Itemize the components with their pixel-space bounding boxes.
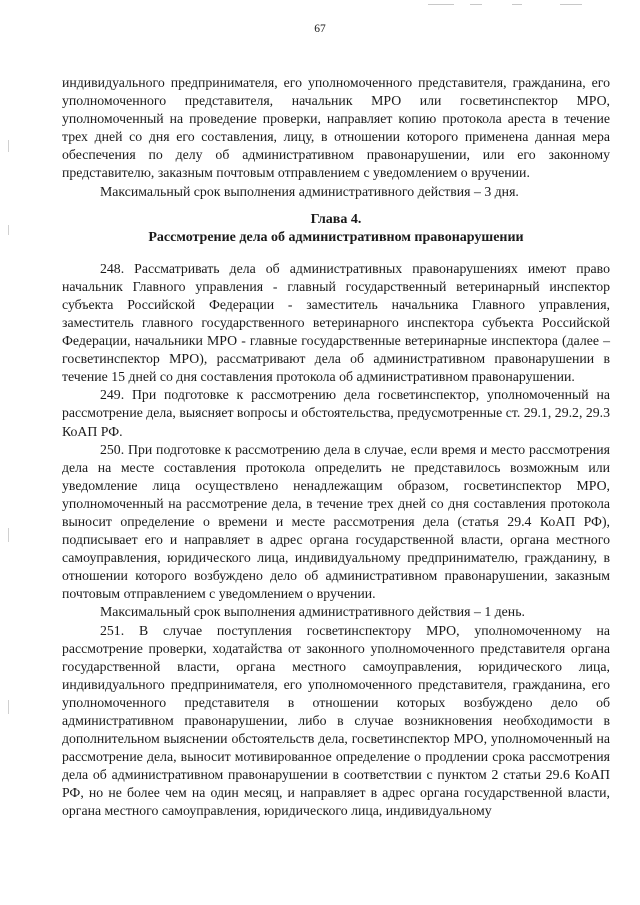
scan-artifact [8, 140, 9, 152]
paragraph-continuation: индивидуального предпринимателя, его уполномоченного представителя, гражданина, его уполномоченного представителя, начальник МРО или госветинспектор МРО, уполномоченный на проведение проверки, направляет копию протокола ареста в течение трех дней со дня его составления, лицу, в отношении которого применена данная мера обеспечения по делу об административном правонарушении, или его законному представителю, заказным почтовым отправлением с уведомлением о вручении. [62, 75, 610, 181]
chapter-title: Рассмотрение дела об административном правонарушении [148, 230, 524, 246]
scan-artifact [560, 4, 582, 5]
scan-artifact [470, 4, 482, 5]
paragraph-251: 251. В случае поступления госветинспектору МРО, уполномоченному на рассмотрение проверки, ходатайства от законного уполномоченного представителя органа государственной власти, органа местного самоуправления, юридического лица, индивидуального предпринимателя, его уполномоченного представителя, гражданина, его уполномоченного представителя в отношении которых возбуждено дело об административном правонарушении, либо в случае возникновения необходимости в дополнительном выяснении обстоятельств дела, госветинспектор МРО, уполномоченный на рассмотрение дела, выносит мотивированное определение о продлении срока рассмотрения дела об административном правонарушении в соответствии с пунктом 2 статьи 29.6 КоАП РФ, но не более чем на один месяц, и направляет в адрес органа государственной власти, органа местного самоуправления, юридического лица, индивидуальному [62, 622, 610, 819]
scan-artifact [428, 4, 454, 5]
scan-artifact [8, 225, 9, 235]
scan-artifact [512, 4, 522, 5]
scan-artifact [8, 700, 9, 714]
paragraph-250: 250. При подготовке к рассмотрению дела в случае, если время и место рассмотрения дела на месте составления протокола определить не представилось возможным или уведомление лица осуществлено ненадлежащим образом, госветинспектор МРО, уполномоченный на рассмотрение дела, в течение трех дней со дня составления протокола выносит определение о времени и месте рассмотрения дела (статья 29.4 КоАП РФ), подписывает его и направляет в адрес органа государственной власти, органа местного самоуправления, юридического лица, индивидуальному предпринимателю, гражданину, в отношении которого возбуждено дело об административном правонарушении, заказным почтовым отправлением с уведомлением о вручении. [62, 441, 610, 602]
paragraph-249: 249. При подготовке к рассмотрению дела госветинспектор, уполномоченный на рассмотрение дела, выясняет вопросы и обстоятельства, предусмотренные ст. 29.1, 29.2, 29.3 КоАП РФ. [62, 387, 610, 439]
deadline-note: Максимальный срок выполнения административного действия – 3 дня. [100, 183, 519, 199]
chapter-number: Глава 4. [310, 211, 362, 227]
deadline-note: Максимальный срок выполнения административного действия – 1 день. [100, 604, 525, 620]
paragraph-248: 248. Рассматривать дела об административных правонарушениях имеют право начальник Главного управления - главный государственный ветеринарный инспектор субъекта Российской Федерации - заместитель начальника Главного управления, заместитель главного государственного ветеринарного инспектора субъекта Российской Федерации, начальники МРО - главные государственные ветеринарные инспектора (далее – госветинспектор МРО), рассматривают дела об административном правонарушении в течение 15 дней со дня составления протокола об административном правонарушении. [62, 260, 610, 385]
document-body [62, 74, 610, 821]
scan-artifact [8, 528, 9, 542]
page-number: 67 [314, 23, 326, 35]
